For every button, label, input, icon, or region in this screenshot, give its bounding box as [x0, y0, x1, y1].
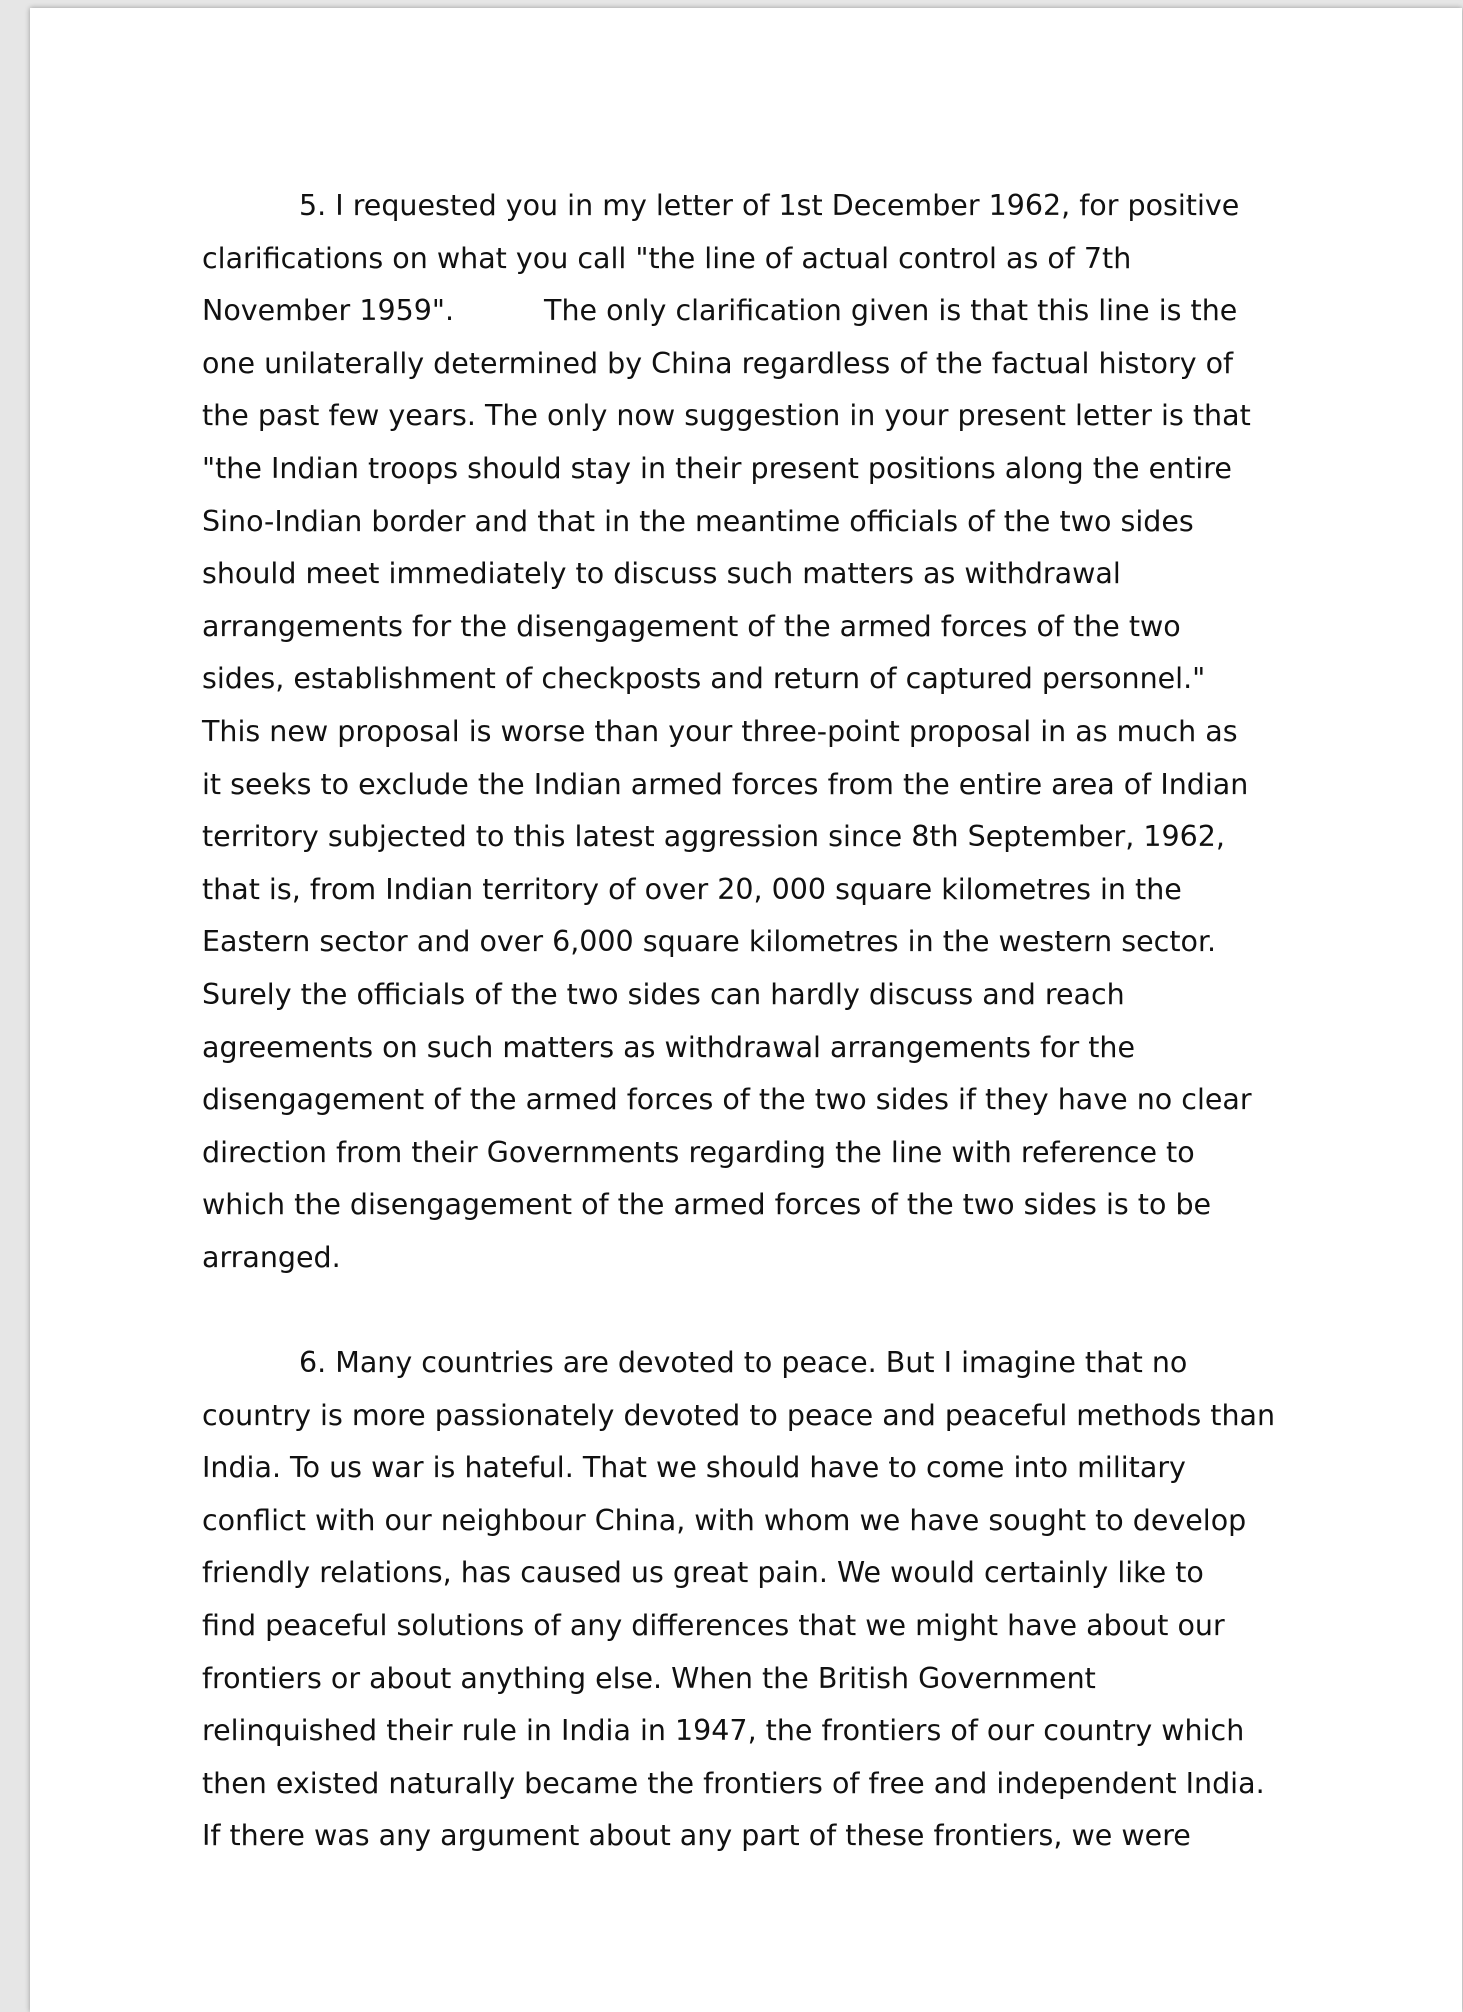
text-line: should meet immediately to discuss such matters as withdrawal — [202, 557, 1121, 591]
text-line: the past few years. The only now suggestion in your present letter is that — [202, 399, 1251, 433]
paragraph-5 — [202, 180, 1322, 1284]
text-line: clarifications on what you call "the line of actual control as of 7th — [202, 241, 1132, 275]
text-line: it seeks to exclude the Indian armed forces from the entire area of Indian — [202, 767, 1249, 801]
text-line: relinquished their rule in India in 1947, the frontiers of our country which — [202, 1714, 1245, 1748]
text-line: conflict with our neighbour China, with whom we have sought to develop — [202, 1503, 1247, 1537]
text-line: India. To us war is hateful. That we should have to come into military — [202, 1451, 1186, 1485]
text-line: then existed naturally became the frontiers of free and independent India. — [202, 1766, 1265, 1800]
text-line: territory subjected to this latest aggression since 8th September, 1962, — [202, 820, 1225, 854]
text-line: frontiers or about anything else. When the British Government — [202, 1661, 1096, 1695]
text-line: country is more passionately devoted to peace and peaceful methods than — [202, 1398, 1276, 1432]
text-line: Sino-Indian border and that in the meantime officials of the two sides — [202, 504, 1194, 538]
text-line: find peaceful solutions of any differences that we might have about our — [202, 1609, 1225, 1643]
text-line: disengagement of the armed forces of the two sides if they have no clear — [202, 1083, 1252, 1117]
text-line: Surely the officials of the two sides can hardly discuss and reach — [202, 977, 1125, 1011]
text-line: that is, from Indian territory of over 20, 000 square kilometres in the — [202, 872, 1182, 906]
text-line: November 1959". The only clarification given is that this line is the — [202, 294, 1238, 328]
text-line: Eastern sector and over 6,000 square kilometres in the western sector. — [202, 925, 1217, 959]
text-line: "the Indian troops should stay in their present positions along the entire — [202, 451, 1232, 485]
paragraph-6 — [202, 1337, 1322, 1863]
text-line: agreements on such matters as withdrawal arrangements for the — [202, 1030, 1136, 1064]
text-line: sides, establishment of checkposts and return of captured personnel." — [202, 662, 1206, 696]
text-line: direction from their Governments regarding the line with reference to — [202, 1135, 1195, 1169]
text-line: arranged. — [202, 1240, 341, 1274]
text-line: arrangements for the disengagement of the armed forces of the two — [202, 609, 1181, 643]
text-line: which the disengagement of the armed forces of the two sides is to be — [202, 1188, 1212, 1222]
text-line: 5. I requested you in my letter of 1st December 1962, for positive — [299, 189, 1240, 222]
text-line: friendly relations, has caused us great pain. We would certainly like to — [202, 1556, 1204, 1590]
text-line: This new proposal is worse than your three-point proposal in as much as — [202, 714, 1238, 748]
text-line: one unilaterally determined by China regardless of the factual history of — [202, 346, 1234, 380]
document-body — [202, 180, 1322, 1863]
text-line: 6. Many countries are devoted to peace. But I imagine that no — [299, 1346, 1188, 1380]
text-line: If there was any argument about any part of these frontiers, we were — [202, 1819, 1191, 1853]
document-page — [30, 8, 1462, 2012]
paragraph-spacer — [202, 1284, 1322, 1337]
